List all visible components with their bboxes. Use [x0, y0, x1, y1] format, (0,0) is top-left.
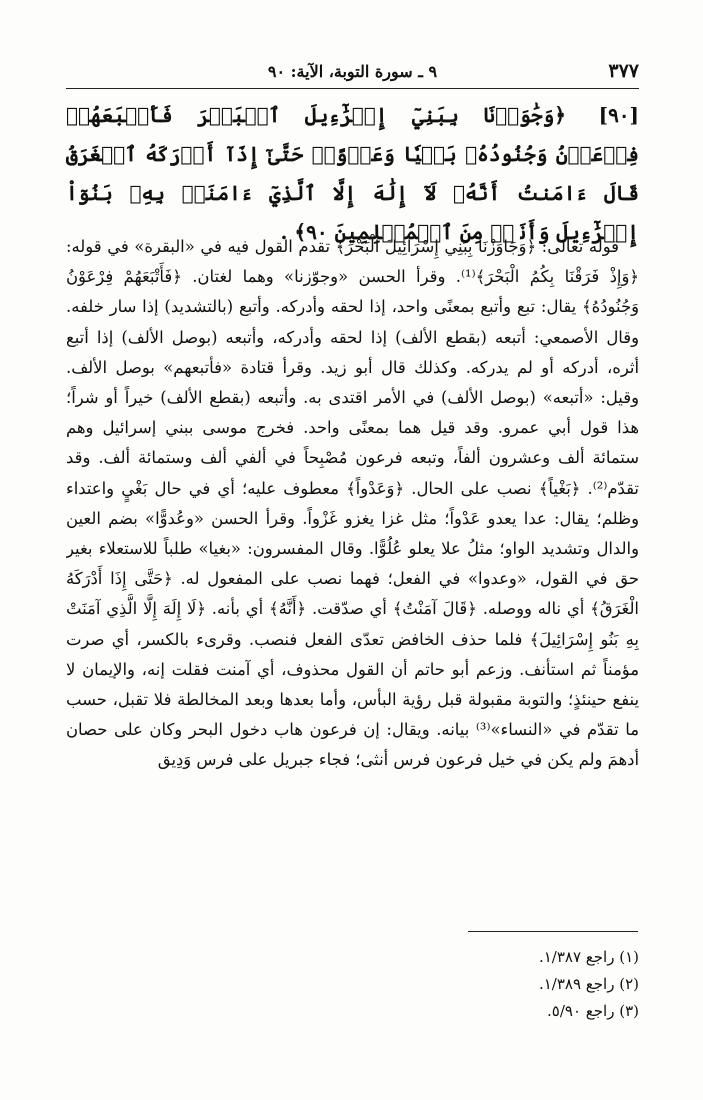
running-title: ٩ ـ سورة التوبة، الآية: ٩٠	[267, 62, 438, 81]
footnote-1: (١) راجع ١/٣٨٧.	[538, 948, 639, 966]
commentary-body	[66, 232, 639, 882]
footnote-3: (٣) راجع ٥/٩٠.	[547, 1002, 639, 1020]
footnote-2: (٢) راجع ١/٣٨٩.	[538, 975, 639, 993]
commentary-paragraph: قوله تعالى: ﴿وَجَاوَزْنَا بِبَنِي إِسْرَائِيلَ الْبَحْرَ﴾ تقدم القول فيه في «البقرة» في قوله: ﴿وَإِذْ فَرَقْنَا بِكُمُ الْبَحْرَ﴾⁽¹⁾. وقرأ الحسن «وجوّزنا» وهما لغتان. ﴿فَأَتْبَعَهُمْ فِرْعَوْنُ وَجُنُودُهُ﴾ يقال: تبع وأتبع بمعنًى واحد، إذا لحقه وأدركه. وأتبع (بالتشديد) إذا سار خلفه. وقال الأصمعي: أتبعه (بقطع الألف) إذا لحقه وأدركه، وأتبعه (بوصل الألف) إذا أتبع أثره، أدركه أو لم يدركه. وكذلك قال أبو زيد. وقرأ قتادة «فأتبعهم» بوصل الألف. وقيل: «أتبعه» (بوصل الألف) في الأمر اقتدى به. وأتبعه (بقطع الألف) خيراً أو شراً؛ هذا قول أبي عمرو. وقد قيل هما بمعنًى واحد. فخرج موسى ببني إسرائيل وهم ستمائة ألف وعشرون ألفاً، وتبعه فرعون مُصْبِحاً في ألفي ألف وستمائة ألف. وقد تقدّم⁽²⁾. ﴿بَغْياً﴾ نصب على الحال. ﴿وَعَدْواً﴾ معطوف عليه؛ أي في حال بَغْيٍ واعتداء وظلم؛ يقال: عدا يعدو عَدْواً؛ مثل غزا يغزو غَزْواً. وقرأ الحسن «وعُدوًّا» بضم العين والدال وتشديد الواو؛ مثلُ علا يعلو عُلُوًّا. وقال المفسرون: «بغيا» طلباً للاستعلاء بغير حق في القول، «وعدوا» في الفعل؛ فهما نصب على المفعول له. ﴿حَتَّى إِذَا أَدْرَكَهُ الْغَرَقُ﴾ أي ناله ووصله. ﴿قَالَ آمَنْتُ﴾ أي صدّقت. ﴿أَنَّهُ﴾ أي بأنه. ﴿لَا إِلَهَ إِلَّا الَّذِي آمَنَتْ بِهِ بَنُو إِسْرَائِيلَ﴾ فلما حذف الخافض تعدّى الفعل فنصب. وقرىء بالكسر، أي صرت مؤمناً ثم استأنف. وزعم أبو حاتم أن القول محذوف، أي آمنت فقلت إنه، والإيمان لا ينفع حينئذٍ؛ والتوبة مقبولة قبل رؤية البأس، وأما بعدها وبعد المخالطة فلا تقبل، حسب ما تقدّم في «النساء»⁽³⁾ بيانه. ويقال: إن فرعون هاب دخول البحر وكان على حصان أدهمَ ولم يكن في خيل فرعون فرس أنثى؛ فجاء جبريل على فرس وَدِيق	[66, 237, 639, 770]
quran-verse	[66, 96, 640, 244]
footnotes	[339, 944, 639, 1025]
footnote-separator	[468, 931, 638, 932]
verse-text: ﴿وَجَٰوَزۡنَا بِبَنِيٓ إِسۡرَٰٓءِيلَ ٱلۡبَحۡرَ فَأَتۡبَعَهُمۡ فِرۡعَوۡنُ وَجُنُودُهُۥ بَغۡيٗا وَعَدۡوًاۚ حَتَّىٰٓ إِذَآ أَدۡرَكَهُ ٱلۡغَرَقُ قَالَ ءَامَنتُ أَنَّهُۥ لَآ إِلَٰهَ إِلَّا ٱلَّذِيٓ ءَامَنَتۡ بِهِۦ بَنُوٓاْ إِسۡرَٰٓءِيلَ وَأَنَا۠ مِنَ ٱلۡمُسۡلِمِينَ ٩٠﴾ .	[66, 103, 639, 244]
verse-number: [٩٠]	[598, 103, 640, 127]
page-header	[66, 58, 639, 89]
page-number: ٣٧٧	[608, 60, 639, 82]
